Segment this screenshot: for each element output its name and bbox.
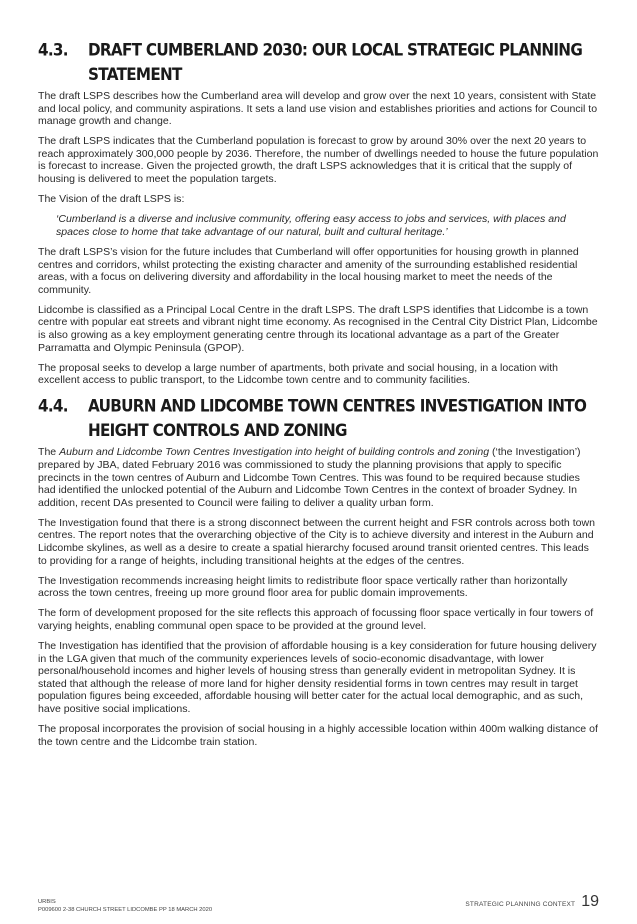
footer-right [465, 893, 599, 911]
paragraph: The draft LSPS describes how the Cumberland area will develop and grow over the next 10 years, consistent with State and local policy, and community aspirations. It sets a land use vision and establishes priorities and actions for Council to manage growth and change. [38, 90, 598, 128]
page-number: 19 [581, 893, 599, 910]
paragraph: The Investigation has identified that the provision of affordable housing is a key consideration for future housing delivery in the LGA given that much of the community experiences levels of socio-economic disadvantage, with lower personal/household incomes and higher levels of housing stress than generally evident in metropolitan Sydney. It is stated that although the release of more land for higher density residential forms in town centres may result in target population figures being exceeded, affordable housing will better cater for the actual local demographic, and as such, have positive social implications. [38, 640, 597, 716]
section-heading-4-4 [38, 394, 600, 444]
paragraph: The Vision of the draft LSPS is: [38, 193, 185, 206]
footer-reference: P009600 2-38 CHURCH STREET LIDCOMBE PP 18 MARCH 2020 [38, 907, 213, 913]
vision-quote: ‘Cumberland is a diverse and inclusive community, offering easy access to jobs and services, with places and spaces close to home that take advantage of our natural, built and cultural heritage.’ [56, 213, 566, 238]
section-number: 4.4. [38, 396, 68, 416]
section-title: AUBURN AND LIDCOMBE TOWN CENTRES INVESTIGATION INTO HEIGHT CONTROLS AND ZONING [88, 396, 587, 441]
section-number: 4.3. [38, 40, 68, 60]
paragraph: The draft LSPS’s vision for the future includes that Cumberland will offer opportunities for housing growth in planned centres and corridors, whilst protecting the existing character and amenity of the surrounding established residential areas, with a focus on delivering diversity and affordability in the local housing market to meet the needs of the community. [38, 245, 579, 296]
report-title: Auburn and Lidcombe Town Centres Investigation into height of building controls and zoning [59, 446, 490, 459]
footer-section-name: STRATEGIC PLANNING CONTEXT [465, 901, 576, 908]
paragraph: Lidcombe is classified as a Principal Local Centre in the draft LSPS. The draft LSPS identifies that Lidcombe is a town centre with popular eat streets and vibrant night time economy. As recognised in the Central City District Plan, Lidcombe is also growing as a key employment generating centre through its locational advantage as a part of the Greater Parramatta and Olympic Peninsula (GPOP). [38, 303, 598, 354]
footer-company: URBIS [38, 899, 56, 905]
footer-left [38, 898, 212, 914]
section-title: DRAFT CUMBERLAND 2030: OUR LOCAL STRATEGIC PLANNING STATEMENT [88, 40, 583, 85]
intro-suffix: (‘the Investigation’) prepared by JBA, dated February 2016 was commissioned to study the planning provisions that apply to specific precincts in the town centres of Auburn and Lidcombe Town Centres. This was found to be required because studies had identified the unlocked potential of the Auburn and Lidcombe Town Centres in the context of broader Sydney. In addition, recent DAs presented to Council were failing to deliver a quality urban form. [38, 446, 581, 509]
section-heading-4-3 [38, 38, 600, 88]
paragraph: The proposal incorporates the provision of social housing in a highly accessible location within 400m walking distance of the town centre and the Lidcombe train station. [38, 723, 598, 748]
paragraph: The draft LSPS indicates that the Cumberland population is forecast to grow by around 30% over the next 20 years to reach approximately 300,000 people by 2036. Therefore, the number of dwellings needed to house the future population is forecast to increase. Given the projected growth, the draft LSPS acknowledges that it is critical that the supply of housing is delivered to meet the population targets. [38, 135, 599, 186]
page-content [38, 38, 600, 756]
paragraph-intro [38, 446, 600, 509]
paragraph: The proposal seeks to develop a large number of apartments, both private and social housing, in a location with excellent access to public transport, to the Lidcombe town centre and to community facilities. [38, 361, 559, 387]
intro-prefix: The [38, 446, 60, 459]
paragraph: The form of development proposed for the site reflects this approach of focussing floor space vertically in four towers of varying heights, enabling communal open space to be provided at the ground level. [38, 607, 594, 632]
paragraph: The Investigation recommends increasing height limits to redistribute floor space vertically rather than horizontally across the town centres, freeing up more ground floor area for public domain improvements. [38, 574, 568, 600]
paragraph: The Investigation found that there is a strong disconnect between the current height and FSR controls across both town centres. The report notes that the overarching objective of the City is to achieve diversity and interest in the Auburn and Lidcombe skylines, as well as a desire to create a spatial hierarchy focused around transit oriented centres. This leads to providing for a range of heights, including transitional heights at the edges of the centres. [38, 516, 595, 567]
